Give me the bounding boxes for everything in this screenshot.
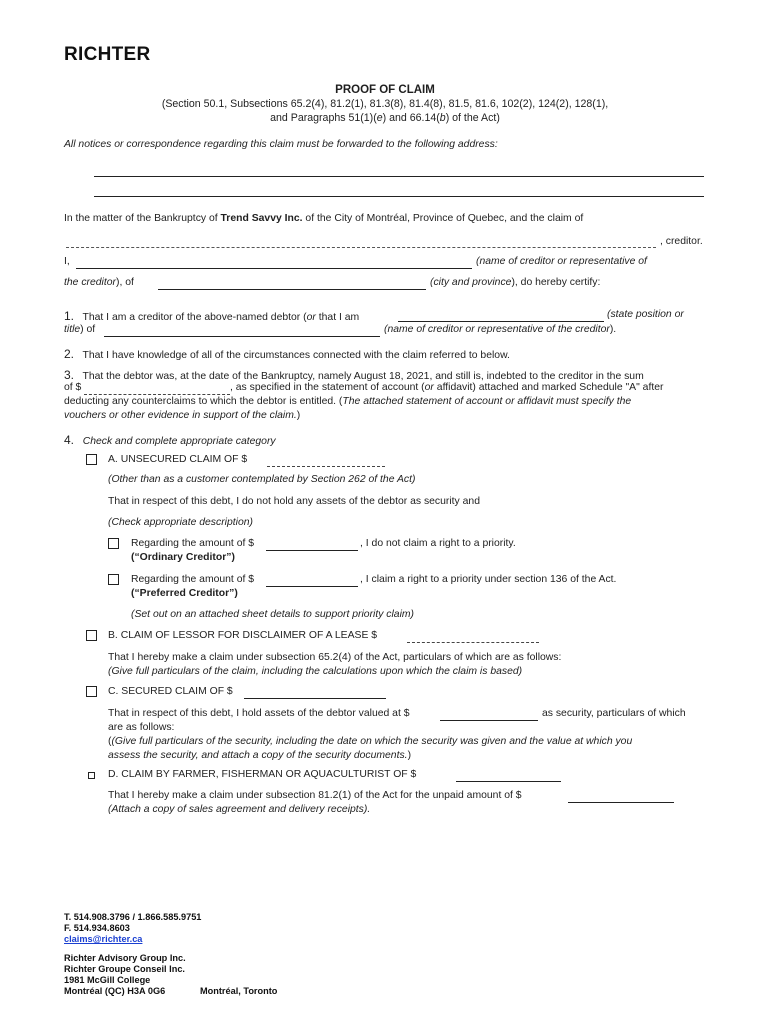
checkbox-secured[interactable] bbox=[86, 686, 97, 697]
footer-company-1: Richter Advisory Group Inc. bbox=[64, 953, 186, 963]
farmer-text: That I hereby make a claim under subsection 81.2(1) of the Act for the unpaid amount of $ bbox=[108, 790, 522, 801]
address-line-2[interactable] bbox=[94, 196, 704, 197]
preferred-text-b: , I claim a right to a priority under section 136 of the Act. bbox=[360, 574, 617, 585]
footer-street: 1981 McGill College bbox=[64, 975, 151, 985]
footer-company-2: Richter Groupe Conseil Inc. bbox=[64, 964, 185, 974]
item-3-line1: 3. That the debtor was, at the date of the Bankruptcy, namely August 18, 2021, and still is, indebted to the creditor in the sum bbox=[64, 368, 644, 382]
ordinary-text-b: , I do not claim a right to a priority. bbox=[360, 538, 516, 549]
creditor-of-line[interactable] bbox=[104, 336, 380, 337]
item-3-line2: of $ bbox=[64, 382, 82, 393]
form-title: PROOF OF CLAIM bbox=[335, 84, 435, 96]
footer-fax: F. 514.934.8603 bbox=[64, 923, 130, 933]
item-3-line4: vouchers or other evidence in support of the claim.) bbox=[64, 410, 301, 421]
representative-name-line[interactable] bbox=[76, 268, 472, 269]
creditor-hint: (name of creditor or representative of the creditor). bbox=[384, 324, 617, 335]
city-province-line[interactable] bbox=[158, 289, 426, 290]
secured-text-b: as security, particulars of which bbox=[542, 708, 686, 719]
checkbox-ordinary[interactable] bbox=[108, 538, 119, 549]
farmer-label: D. CLAIM BY FARMER, FISHERMAN OR AQUACULTURIST OF $ bbox=[108, 769, 417, 780]
footer-phone: T. 514.908.3796 / 1.866.585.9751 bbox=[64, 912, 202, 922]
footer-city: Montréal (QC) H3A 0G6 bbox=[64, 986, 166, 996]
item-1-line2: title) of bbox=[64, 324, 96, 335]
form-subtitle-line2: and Paragraphs 51(1)(e) and 66.14(b) of the Act) bbox=[270, 112, 500, 124]
footer-email-link[interactable]: claims@richter.ca bbox=[64, 934, 143, 944]
checkbox-preferred[interactable] bbox=[108, 574, 119, 585]
notice-text: All notices or correspondence regarding this claim must be forwarded to the following address: bbox=[64, 139, 498, 150]
creditor-name-line[interactable] bbox=[66, 247, 656, 248]
checkbox-unsecured[interactable] bbox=[86, 454, 97, 465]
preferred-amount-line[interactable] bbox=[266, 586, 358, 587]
lessor-note: (Give full particulars of the claim, including the calculations upon which the claim is based) bbox=[108, 666, 523, 677]
check-description: (Check appropriate description) bbox=[108, 517, 253, 528]
checkbox-farmer[interactable] bbox=[88, 772, 95, 779]
farmer-note: (Attach a copy of sales agreement and delivery receipts). bbox=[108, 804, 371, 815]
secured-label: C. SECURED CLAIM OF $ bbox=[108, 686, 233, 697]
unsecured-text: That in respect of this debt, I do not hold any assets of the debtor as security and bbox=[108, 496, 480, 507]
creditor-of-text: the creditor), of bbox=[64, 277, 134, 288]
footer-offices: Montréal, Toronto bbox=[200, 986, 278, 996]
lessor-amount-line[interactable] bbox=[407, 642, 539, 643]
richter-logo: RICHTER bbox=[64, 44, 151, 65]
matter-text: In the matter of the Bankruptcy of Trend Savvy Inc. of the City of Montréal, Province of Quebec, and the claim of bbox=[64, 213, 584, 224]
position-hint: (state position or bbox=[607, 309, 684, 320]
item-3-line3: deducting any counterclaims to which the debtor is entitled. (The attached statement of account or affidavit must specify the bbox=[64, 396, 632, 407]
creditor-suffix: , creditor. bbox=[660, 236, 703, 247]
item-1-line1: 1. That I am a creditor of the above-named debtor (or that I am bbox=[64, 309, 360, 323]
unsecured-label: A. UNSECURED CLAIM OF $ bbox=[108, 454, 248, 465]
checkbox-lessor[interactable] bbox=[86, 630, 97, 641]
secured-text-2: are as follows: bbox=[108, 722, 175, 733]
ordinary-creditor-label: (“Ordinary Creditor”) bbox=[131, 552, 235, 563]
sum-line[interactable] bbox=[84, 394, 230, 395]
ordinary-amount-line[interactable] bbox=[266, 550, 358, 551]
form-subtitle-line1: (Section 50.1, Subsections 65.2(4), 81.2(1), 81.3(8), 81.4(8), 81.5, 81.6, 102(2), 124(2), 128(1), bbox=[161, 98, 609, 110]
ordinary-text: Regarding the amount of $ bbox=[131, 538, 255, 549]
preferred-text: Regarding the amount of $ bbox=[131, 574, 255, 585]
lessor-label: B. CLAIM OF LESSOR FOR DISCLAIMER OF A LEASE $ bbox=[108, 630, 378, 641]
item-4: 4. Check and complete appropriate category bbox=[64, 433, 276, 447]
item-3-line2b: , as specified in the statement of account (or affidavit) attached and marked Schedule "A" after bbox=[230, 382, 664, 393]
preferred-creditor-label: (“Preferred Creditor”) bbox=[131, 588, 238, 599]
farmer-amount-line[interactable] bbox=[456, 781, 561, 782]
secured-note-2: assess the security, and attach a copy of the security documents.) bbox=[108, 750, 412, 761]
unpaid-amount-line[interactable] bbox=[568, 802, 674, 803]
item-2: 2. That I have knowledge of all of the circumstances connected with the claim referred to below. bbox=[64, 347, 510, 361]
setout-note: (Set out on an attached sheet details to support priority claim) bbox=[131, 609, 415, 620]
unsecured-amount-line[interactable] bbox=[267, 466, 385, 467]
secured-value-line[interactable] bbox=[440, 720, 538, 721]
address-line-1[interactable] bbox=[94, 176, 704, 177]
lessor-text: That I hereby make a claim under subsection 65.2(4) of the Act, particulars of which are as follows: bbox=[108, 652, 562, 663]
unsecured-note: (Other than as a customer contemplated by Section 262 of the Act) bbox=[108, 474, 416, 485]
secured-text: That in respect of this debt, I hold assets of the debtor valued at $ bbox=[108, 708, 410, 719]
position-line[interactable] bbox=[398, 321, 604, 322]
secured-note-1: ((Give full particulars of the security, including the date on which the security was given and the value at which you bbox=[108, 736, 633, 747]
representative-hint: (name of creditor or representative of bbox=[476, 256, 647, 267]
secured-amount-line[interactable] bbox=[244, 698, 386, 699]
i-label: I, bbox=[64, 256, 70, 267]
certify-text: (city and province), do hereby certify: bbox=[430, 277, 601, 288]
